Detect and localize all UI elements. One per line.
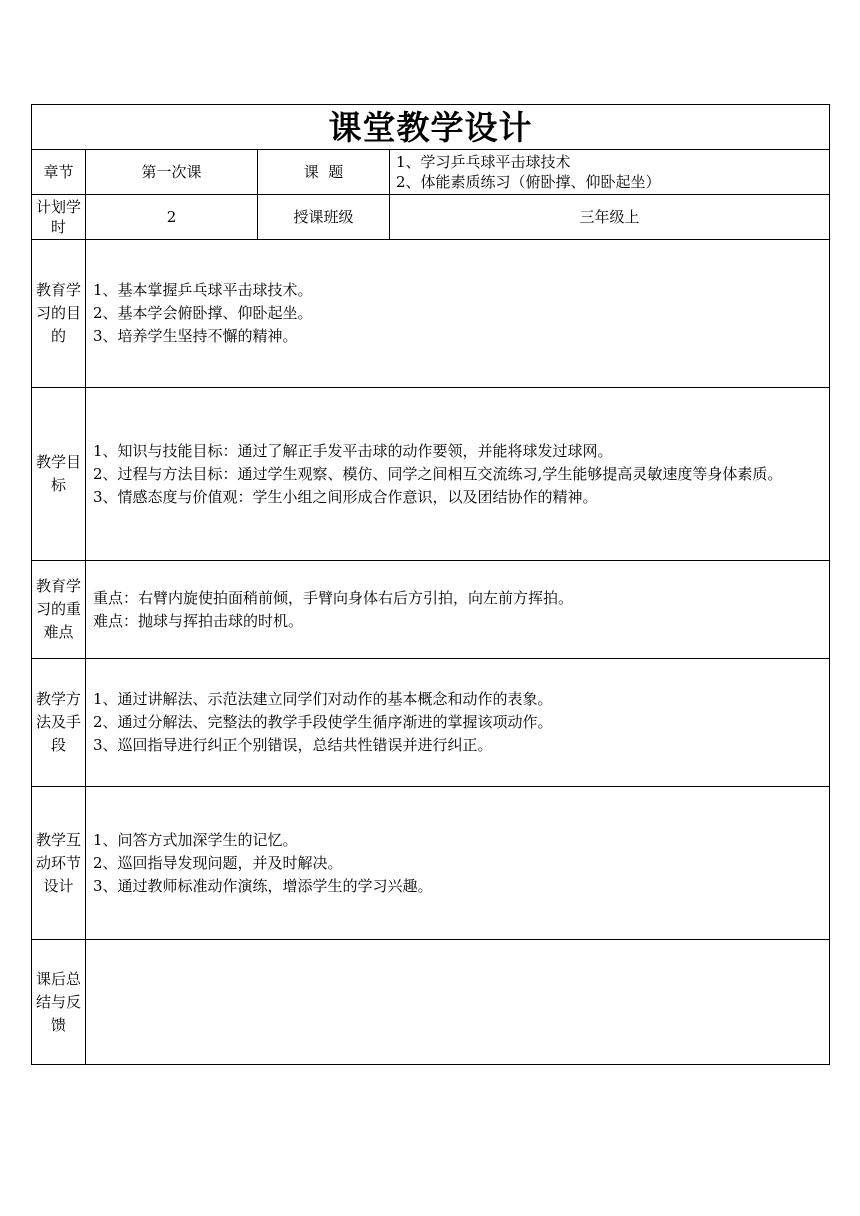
section-row [32,659,830,787]
topic-line: 1、学习乒乓球平击球技术 [396,153,571,171]
section-content [86,388,830,561]
section-row [32,388,830,561]
hours-row [32,195,830,240]
content-line: 3、情感态度与价值观：学生小组之间形成合作意识，以及团结协作的精神。 [93,487,598,506]
content-line: 3、培养学生坚持不懈的精神。 [93,327,298,345]
content-line: 2、过程与方法目标：通过学生观察、模仿、同学之间相互交流练习,学生能够提高灵敏速度等身体素质。 [93,464,783,483]
section-row [32,240,830,388]
section-label: 教学方法及手段 [32,659,86,787]
topic-value [390,150,830,195]
content-line: 重点：右臂内旋使拍面稍前倾，手臂向身体右后方引拍，向左前方挥拍。 [93,588,574,607]
section-label: 教学互动环节设计 [32,787,86,940]
section-label: 课后总结与反馈 [32,940,86,1065]
content-line: 3、巡回指导进行纠正个别错误，总结共性错误并进行纠正。 [93,736,493,754]
section-content [86,787,830,940]
content-line: 难点：抛球与挥拍击球的时机。 [93,611,304,630]
chapter-label: 章节 [32,150,86,195]
chapter-value: 第一次课 [86,150,258,195]
section-content [86,561,830,659]
content-line: 1、基本掌握乒乓球平击球技术。 [93,281,313,299]
hours-label: 计划学时 [32,195,86,240]
content-line: 1、问答方式加深学生的记忆。 [93,830,298,849]
topic-line: 2、体能素质练习（俯卧撑、仰卧起坐） [396,173,661,191]
section-content-empty [86,940,830,1065]
section-row [32,561,830,659]
document-title: 课堂教学设计 [32,105,830,150]
content-line: 2、巡回指导发现问题，并及时解决。 [93,853,343,872]
class-value: 三年级上 [390,195,830,240]
section-label: 教育学习的重难点 [32,561,86,659]
section-content [86,659,830,787]
section-row [32,787,830,940]
content-line: 2、通过分解法、完整法的教学手段使学生循序渐进的掌握该项动作。 [93,713,553,731]
section-content [86,240,830,388]
content-line: 1、知识与技能目标：通过了解正手发平击球的动作要领，并能将球发过球网。 [93,441,613,460]
content-line: 1、通过讲解法、示范法建立同学们对动作的基本概念和动作的表象。 [93,690,553,708]
topic-label: 课 题 [258,150,390,195]
chapter-row [32,150,830,195]
content-line: 2、基本学会俯卧撑、仰卧起坐。 [93,304,313,322]
section-label: 教育学习的目的 [32,240,86,388]
section-label: 教学目标 [32,388,86,561]
hours-value: 2 [86,195,258,240]
section-row [32,940,830,1065]
lesson-plan-table [31,104,830,1065]
class-label: 授课班级 [258,195,390,240]
title-row [32,105,830,150]
content-line: 3、通过教师标准动作演练，增添学生的学习兴趣。 [93,876,433,895]
